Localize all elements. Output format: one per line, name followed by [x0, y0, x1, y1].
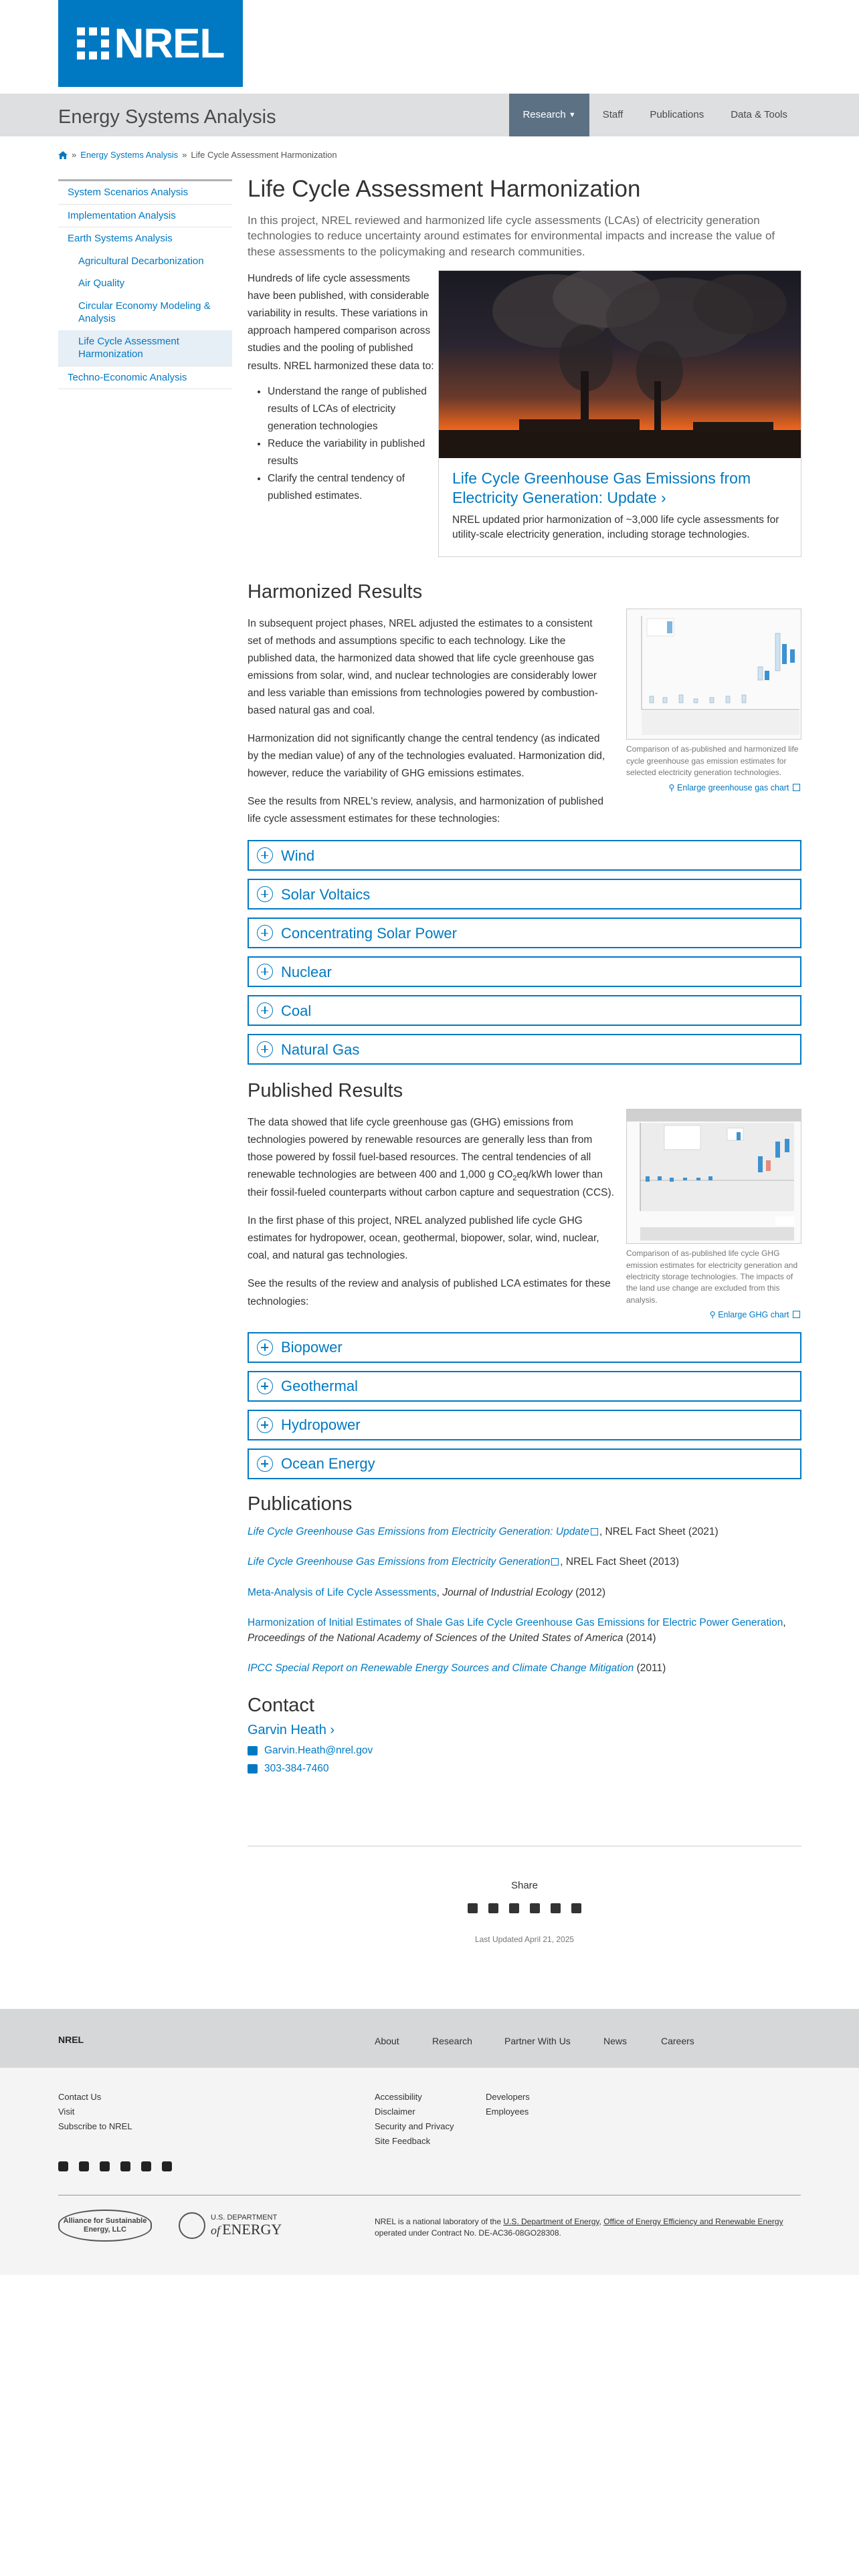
- contact-email[interactable]: Garvin.Heath@nrel.gov: [248, 1743, 801, 1758]
- section-heading: Contact: [248, 1694, 314, 1716]
- contact-name-link[interactable]: Garvin Heath ›: [248, 1723, 335, 1738]
- accordion-concentrating-solar[interactable]: Concentrating Solar Power: [248, 918, 801, 948]
- accordion-hydropower[interactable]: Hydropower: [248, 1410, 801, 1440]
- threads-icon[interactable]: [162, 2161, 172, 2171]
- share-section: [248, 1846, 801, 1945]
- footer-nav-about[interactable]: About: [375, 2036, 399, 2046]
- facebook-icon[interactable]: [58, 2161, 68, 2171]
- nrel-logo[interactable]: [58, 0, 243, 87]
- facebook-icon[interactable]: [468, 1903, 478, 1913]
- enlarge-ghg-chart-link[interactable]: ⚲ Enlarge greenhouse gas chart: [626, 782, 801, 794]
- paragraph: The data showed that life cycle greenhouse gas (GHG) emissions from technologies powered by renewable resources are generally less than from those powered by fossil fuel-based resources. The central tendencies of all renewable technologies are between 400 and 1,000 g $CO_2eq$/kWh lower than their fossil-fueled counterparts without carbon capture and sequestration (CCS).: [248, 1116, 614, 1199]
- footer-link-security[interactable]: Security and Privacy: [375, 2121, 454, 2131]
- external-link-icon: [793, 1311, 800, 1318]
- share-icons: [248, 1903, 801, 1913]
- nav-publications[interactable]: Publications: [650, 108, 704, 120]
- share-icon[interactable]: [571, 1903, 581, 1913]
- breadcrumb-separator-icon: »: [182, 150, 187, 160]
- publication-item: Meta-Analysis of Life Cycle Assessments, Journal of Industrial Ecology (2012): [248, 1586, 606, 1598]
- plus-circle-icon: [257, 925, 273, 941]
- intro-paragraph: Hundreds of life cycle assessments have been published, with considerable variability in results. These variations in approach hampered comparison across studies and the pooling of published results. NREL harmonized these data to:: [248, 273, 434, 372]
- eere-link[interactable]: Office of Energy Efficiency and Renewable Energy: [603, 2217, 783, 2226]
- publication-item: Life Cycle Greenhouse Gas Emissions from Electricity Generation: Update , NREL Fact Sheet (2021): [248, 1526, 719, 1538]
- threads-icon[interactable]: [530, 1903, 540, 1913]
- sidebar-item-circular-economy[interactable]: Circular Economy Modeling & Analysis: [78, 300, 211, 324]
- accordion-solar-voltaics[interactable]: Solar Voltaics: [248, 879, 801, 909]
- breadcrumb-item-energy-systems[interactable]: Energy Systems Analysis: [80, 150, 179, 160]
- paragraph: See the results of the review and analysis of published LCA estimates for these technologies:: [248, 1278, 611, 1307]
- plus-circle-icon: [257, 1041, 273, 1057]
- home-icon[interactable]: [58, 151, 68, 159]
- x-icon[interactable]: [141, 2161, 151, 2171]
- feature-card-description: NREL updated prior harmonization of ~3,000 life cycle assessments for utility-scale electricity generation, including storage technologies.: [452, 514, 779, 541]
- partner-logos: [58, 2210, 282, 2242]
- figure-caption: Comparison of as-published life cycle GHG emission estimates for electricity generation and electricity storage technologies. The impacts of the land use change are excluded from this analysis.: [626, 1249, 798, 1305]
- published-figure: [626, 1109, 801, 1321]
- linkedin-icon[interactable]: [488, 1903, 498, 1913]
- sidebar-item-techno-economic[interactable]: Techno-Economic Analysis: [58, 366, 232, 390]
- accordion-list: [248, 1332, 801, 1479]
- social-links: [58, 2161, 172, 2171]
- nav-staff[interactable]: Staff: [602, 108, 624, 120]
- harmonized-section: [248, 578, 801, 1065]
- intro-section: [248, 270, 801, 558]
- last-updated: Last Updated April 21, 2025: [474, 1934, 575, 1944]
- section-nav-band: [0, 94, 859, 136]
- accordion-wind[interactable]: Wind: [248, 840, 801, 871]
- footer-link-accessibility[interactable]: Accessibility: [375, 2092, 422, 2102]
- accordion-ocean-energy[interactable]: Ocean Energy: [248, 1448, 801, 1479]
- accordion-biopower[interactable]: Biopower: [248, 1332, 801, 1363]
- paragraph: In subsequent project phases, NREL adjusted the estimates to a consistent set of methods and assumptions specific to each technology. Like the published data, the harmonized data showed that life cycle greenhouse gas emissions from solar, wind, and nuclear technologies are considerably lower and less variable than emissions from technologies powered by combustion-based natural gas and coal.: [248, 617, 598, 717]
- published-section: [248, 1077, 801, 1479]
- feature-card[interactable]: [438, 270, 801, 556]
- plus-circle-icon: [257, 1417, 273, 1433]
- external-link-icon: [591, 1528, 598, 1535]
- accordion-geothermal[interactable]: Geothermal: [248, 1371, 801, 1402]
- footer-nav-partner[interactable]: Partner With Us: [504, 2036, 571, 2046]
- section-heading: Harmonized Results: [248, 581, 423, 603]
- footer-nav-news[interactable]: News: [603, 2036, 628, 2046]
- publication-link[interactable]: Harmonization of Initial Estimates of Shale Gas Life Cycle Greenhouse Gas Emissions for Electric Power Generation: [248, 1616, 783, 1628]
- list-item: • Reduce the variability in published results: [268, 435, 435, 470]
- page-lead: In this project, NREL reviewed and harmonized life cycle assessments (LCAs) of electricity generation technologies to reduce uncertainty around estimates for environmental impacts and increase the value of these assessments to the policymaking and research communities.: [248, 214, 775, 258]
- x-icon[interactable]: [509, 1903, 519, 1913]
- enlarge-ghg-chart-link[interactable]: ⚲ Enlarge GHG chart: [626, 1309, 801, 1321]
- doe-logo[interactable]: U.S. DEPARTMENT of ENERGY: [179, 2212, 282, 2239]
- section-heading: Publications: [248, 1493, 353, 1515]
- power-plant-smoke-image: [439, 271, 801, 458]
- logo-text: NREL: [114, 20, 225, 67]
- paragraph: Harmonization did not significantly change the central tendency (as indicated by the median value) of any of the technologies evaluated. Harmonization did, however, reduce the variability of GHG emissions estimates.: [248, 733, 605, 780]
- magnifier-icon: ⚲: [709, 1310, 716, 1320]
- feature-card-title[interactable]: Life Cycle Greenhouse Gas Emissions from Electricity Generation: Update ›: [452, 469, 751, 507]
- site-title[interactable]: Energy Systems Analysis: [58, 106, 276, 128]
- sidebar: [58, 179, 232, 389]
- accordion-natural-gas[interactable]: Natural Gas: [248, 1034, 801, 1065]
- sidebar-item-lca-harmonization[interactable]: Life Cycle Assessment Harmonization: [58, 330, 232, 366]
- footer-link-employees[interactable]: Employees: [486, 2107, 529, 2117]
- nrel-logo-mark-icon: [77, 27, 109, 60]
- breadcrumb: [58, 148, 337, 162]
- chevron-right-icon: ›: [660, 489, 666, 507]
- footer: [0, 2068, 859, 2275]
- chevron-down-icon: ▼: [568, 110, 576, 119]
- harmonized-ghg-chart-image[interactable]: [626, 609, 801, 740]
- paragraph: See the results from NREL's review, analysis, and harmonization of published life cycle assessment estimates for these technologies:: [248, 796, 603, 825]
- publication-link[interactable]: Life Cycle Greenhouse Gas Emissions from Electricity Generation: [248, 1556, 551, 1568]
- sidebar-item-implementation[interactable]: Implementation Analysis: [58, 205, 232, 228]
- intro-list: [268, 383, 435, 505]
- magnifier-icon: ⚲: [668, 782, 675, 792]
- linkedin-icon[interactable]: [100, 2161, 110, 2171]
- publication-item: Life Cycle Greenhouse Gas Emissions from Electricity Generation , NREL Fact Sheet (2013): [248, 1556, 680, 1568]
- publication-link[interactable]: Meta-Analysis of Life Cycle Assessments: [248, 1586, 437, 1598]
- accordion-list: [248, 840, 801, 1065]
- plus-circle-icon: [257, 1339, 273, 1356]
- plus-circle-icon: [257, 964, 273, 980]
- breadcrumb-item-current: Life Cycle Assessment Harmonization: [191, 150, 337, 160]
- footer-nav-research[interactable]: Research: [432, 2036, 472, 2046]
- section-nav: [509, 94, 801, 136]
- footer-nav-careers[interactable]: Careers: [661, 2036, 694, 2046]
- harmonized-figure: [626, 609, 801, 794]
- doe-seal-icon: [179, 2212, 205, 2239]
- email-icon[interactable]: [551, 1903, 561, 1913]
- sidebar-item-agricultural[interactable]: Agricultural Decarbonization: [78, 255, 204, 267]
- contact-section: [248, 1691, 801, 1777]
- plus-circle-icon: [257, 886, 273, 902]
- doe-link[interactable]: U.S. Department of Energy: [503, 2217, 599, 2226]
- top-bar: [0, 0, 859, 94]
- publication-link[interactable]: IPCC Special Report on Renewable Energy Sources and Climate Change Mitigation: [248, 1662, 634, 1675]
- alliance-logo[interactable]: Alliance for Sustainable Energy, LLC: [58, 2210, 152, 2242]
- footer-link-contact[interactable]: Contact Us: [58, 2092, 102, 2102]
- contact-phone[interactable]: 303-384-7460: [248, 1761, 801, 1776]
- page-title: Life Cycle Assessment Harmonization: [248, 176, 641, 202]
- list-item: • Understand the range of published results of LCAs of electricity generation technologies: [268, 383, 435, 435]
- footer-brand[interactable]: NREL: [58, 2034, 84, 2045]
- accordion-nuclear[interactable]: Nuclear: [248, 956, 801, 987]
- sidebar-item-air-quality[interactable]: Air Quality: [78, 278, 125, 289]
- publication-item: IPCC Special Report on Renewable Energy Sources and Climate Change Mitigation (2011): [248, 1662, 666, 1675]
- instagram-icon[interactable]: [79, 2161, 89, 2171]
- footer-nav-band: [0, 2009, 859, 2068]
- paragraph: In the first phase of this project, NREL analyzed published life cycle GHG estimates for hydropower, ocean, geothermal, biopower, solar, wind, nuclear, coal, and natural gas technologies.: [248, 1215, 599, 1262]
- youtube-icon[interactable]: [120, 2161, 130, 2171]
- plus-circle-icon: [257, 1002, 273, 1018]
- section-heading: Published Results: [248, 1080, 403, 1102]
- nav-data-tools[interactable]: Data & Tools: [731, 108, 787, 120]
- footer-link-subscribe[interactable]: Subscribe to NREL: [58, 2121, 132, 2131]
- sidebar-item-earth-systems[interactable]: Earth Systems Analysis: [68, 233, 173, 244]
- footer-link-feedback[interactable]: Site Feedback: [375, 2136, 431, 2146]
- plus-circle-icon: [257, 1456, 273, 1472]
- main-content: [248, 175, 801, 1777]
- phone-icon: [248, 1764, 258, 1774]
- external-link-icon: [551, 1558, 559, 1566]
- envelope-icon: [248, 1746, 258, 1755]
- footer-link-developers[interactable]: Developers: [486, 2092, 530, 2102]
- legal-text: NREL is a national laboratory of the U.S. Department of Energy, Office of Energy Efficiency and Renewable Energy operated under Contract No. DE-AC36-08GO28308.: [375, 2217, 783, 2238]
- publications-section: [248, 1490, 801, 1677]
- share-label: Share: [510, 1880, 539, 1891]
- publication-link[interactable]: Life Cycle Greenhouse Gas Emissions from Electricity Generation: Update: [248, 1526, 589, 1538]
- external-link-icon: [793, 784, 800, 791]
- figure-caption: Comparison of as-published and harmonized life cycle greenhouse gas emission estimates for selected electricity generation technologies.: [626, 744, 799, 778]
- sidebar-item-system-scenarios[interactable]: System Scenarios Analysis: [58, 181, 232, 205]
- nav-research[interactable]: Research ▼: [509, 94, 589, 136]
- plus-circle-icon: [257, 1378, 273, 1394]
- publication-item: Harmonization of Initial Estimates of Shale Gas Life Cycle Greenhouse Gas Emissions for Electric Power Generation, Proceedings of the National Academy of Sciences of the United States of America (2014): [248, 1616, 786, 1644]
- breadcrumb-separator-icon: »: [72, 150, 77, 160]
- list-item: • Clarify the central tendency of published estimates.: [268, 470, 435, 505]
- chevron-right-icon: ›: [330, 1723, 335, 1738]
- accordion-coal[interactable]: Coal: [248, 995, 801, 1026]
- published-ghg-chart-image[interactable]: [626, 1109, 801, 1244]
- footer-link-disclaimer[interactable]: Disclaimer: [375, 2107, 415, 2117]
- footer-link-visit[interactable]: Visit: [58, 2107, 75, 2117]
- plus-circle-icon: [257, 847, 273, 863]
